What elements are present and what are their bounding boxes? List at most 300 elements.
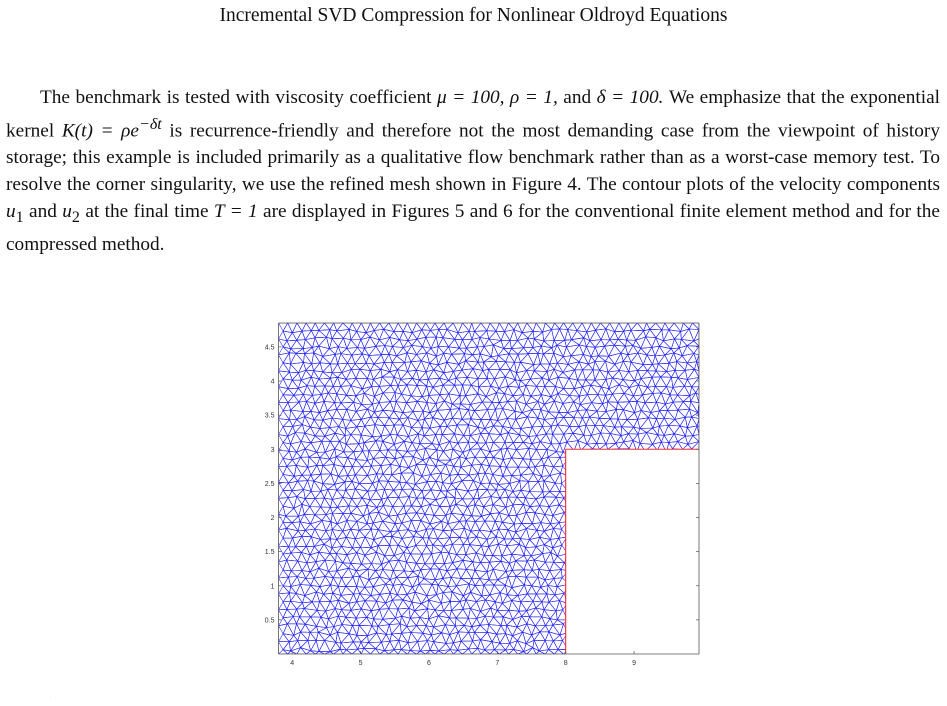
mesh-triangle <box>361 323 370 333</box>
mesh-triangle <box>561 570 569 578</box>
mesh-triangle <box>401 627 411 634</box>
mesh-triangle <box>471 522 480 532</box>
mesh-triangle <box>357 521 367 530</box>
mesh-triangle <box>283 395 294 403</box>
mesh-triangle <box>407 618 417 626</box>
mesh-triangle <box>342 617 353 625</box>
mesh-triangle <box>417 353 427 361</box>
mesh-triangle <box>543 545 551 554</box>
mesh-triangle <box>434 506 446 515</box>
mesh-triangle <box>668 419 680 426</box>
mesh-triangle <box>563 356 571 365</box>
mesh-triangle <box>323 364 332 373</box>
mesh-triangle <box>531 450 542 460</box>
mesh-triangle <box>595 356 606 362</box>
mesh-triangle <box>332 331 343 339</box>
mesh-triangle <box>320 594 331 601</box>
mesh-triangle <box>544 418 556 426</box>
mesh-triangle <box>317 602 326 611</box>
mesh-triangle <box>365 552 377 563</box>
mesh-triangle <box>494 643 505 650</box>
mesh-triangle <box>452 528 465 537</box>
mesh-triangle <box>513 497 523 505</box>
mesh-triangle <box>487 379 494 387</box>
mesh-triangle <box>540 497 550 507</box>
mesh-triangle <box>376 649 385 654</box>
mesh-triangle <box>469 627 475 633</box>
mesh-triangle <box>515 354 521 362</box>
mesh-triangle <box>344 444 354 452</box>
mesh-triangle <box>534 339 544 346</box>
mesh-triangle <box>391 464 400 475</box>
mesh-triangle <box>545 579 554 586</box>
mesh-triangle <box>692 377 699 387</box>
mesh-triangle <box>486 386 496 397</box>
mesh-triangle <box>502 516 514 525</box>
mesh-triangle <box>438 585 448 593</box>
mesh-triangle <box>619 442 629 449</box>
mesh-triangle <box>373 425 382 437</box>
mesh-triangle <box>356 460 367 467</box>
mesh-triangle <box>290 593 297 601</box>
mesh-triangle <box>643 393 653 402</box>
mesh-triangle <box>555 587 564 595</box>
mesh-triangle <box>497 626 506 635</box>
mesh-triangle <box>308 481 314 492</box>
mesh-triangle <box>452 537 463 544</box>
mesh-triangle <box>373 521 382 530</box>
mesh-triangle <box>646 337 656 348</box>
mesh-triangle <box>370 337 379 346</box>
mesh-triangle <box>667 370 676 377</box>
mesh-triangle <box>678 402 690 411</box>
mesh-triangle <box>381 346 389 355</box>
mesh-triangle <box>685 428 692 436</box>
mesh-triangle <box>560 492 568 499</box>
mesh-triangle <box>279 609 287 617</box>
mesh-triangle <box>489 466 500 475</box>
mesh-triangle <box>664 434 674 443</box>
mesh-triangle <box>351 521 359 530</box>
mesh-triangle <box>583 347 591 357</box>
mesh-triangle <box>288 388 298 395</box>
mesh-triangle <box>650 323 662 330</box>
mesh-triangle <box>488 402 496 409</box>
mesh-triangle <box>522 331 533 338</box>
mesh-triangle <box>296 546 307 552</box>
mesh-triangle <box>446 643 453 650</box>
mesh-triangle <box>522 410 532 417</box>
mesh-triangle <box>609 385 619 394</box>
mesh-triangle <box>319 568 329 576</box>
mesh-triangle <box>563 347 571 357</box>
mesh-triangle <box>400 473 407 482</box>
mesh-triangle <box>507 396 516 402</box>
mesh-triangle <box>400 340 409 348</box>
mesh-triangle <box>629 385 638 396</box>
mesh-triangle <box>345 429 351 436</box>
mesh-triangle <box>526 401 538 409</box>
mesh-triangle <box>517 641 526 652</box>
mesh-triangle <box>593 443 600 449</box>
mesh-triangle <box>305 498 315 506</box>
mesh-triangle <box>383 464 392 475</box>
mesh-triangle <box>560 624 568 635</box>
mesh-triangle <box>308 475 314 481</box>
mesh-triangle <box>289 538 296 547</box>
mesh-triangle <box>595 418 603 425</box>
mesh-triangle <box>618 393 630 402</box>
mesh-triangle <box>563 396 574 404</box>
mesh-triangle <box>333 571 341 578</box>
mesh-triangle <box>528 331 534 339</box>
mesh-triangle <box>554 556 565 563</box>
mesh-triangle <box>317 626 327 632</box>
mesh-triangle <box>368 409 375 417</box>
mesh-triangle <box>618 402 630 410</box>
mesh-triangle <box>451 578 461 586</box>
mesh-triangle <box>334 323 343 331</box>
mesh-triangle <box>369 441 380 451</box>
mesh-triangle <box>490 449 501 457</box>
mesh-triangle <box>652 338 660 348</box>
mesh-triangle <box>532 560 539 570</box>
mesh-triangle <box>283 601 290 609</box>
mesh-triangle <box>411 506 421 513</box>
mesh-triangle <box>378 521 391 532</box>
mesh-triangle <box>443 530 452 538</box>
mesh-triangle <box>416 563 425 570</box>
mesh-triangle <box>422 546 432 554</box>
mesh-triangle <box>338 616 345 625</box>
mesh-triangle <box>341 402 354 409</box>
mesh-triangle <box>311 427 320 436</box>
mesh-triangle <box>532 418 542 427</box>
mesh-triangle <box>371 466 381 474</box>
mesh-triangle <box>303 340 312 349</box>
mesh-triangle <box>461 578 472 584</box>
mesh-triangle <box>279 490 289 498</box>
mesh-triangle <box>437 450 444 460</box>
mesh-triangle <box>327 409 336 418</box>
mesh-triangle <box>470 537 482 546</box>
mesh-triangle <box>320 420 330 428</box>
mesh-triangle <box>302 530 312 537</box>
mesh-triangle <box>351 419 362 427</box>
mesh-triangle <box>498 483 510 489</box>
time-equation: T = 1 <box>213 201 258 223</box>
mesh-triangle <box>279 522 287 530</box>
mesh-triangle <box>490 585 500 595</box>
mesh-triangle <box>383 561 394 570</box>
mesh-triangle <box>307 562 316 572</box>
mesh-triangle <box>493 561 506 571</box>
mesh-triangle <box>403 600 412 608</box>
mesh-triangle <box>615 427 622 436</box>
mesh-triangle <box>560 452 570 457</box>
mesh-triangle <box>417 385 427 396</box>
mesh-triangle <box>513 611 522 619</box>
mesh-triangle <box>452 404 460 409</box>
mesh-triangle <box>673 395 683 402</box>
mesh-triangle <box>365 601 377 611</box>
mesh-triangle <box>427 348 437 356</box>
mesh-triangle <box>545 562 553 571</box>
mesh-triangle <box>461 632 473 641</box>
mesh-triangle <box>354 587 360 594</box>
mesh-triangle <box>573 323 582 331</box>
mesh-triangle <box>321 466 331 475</box>
mesh-triangle <box>578 405 587 411</box>
mesh-triangle <box>422 330 431 338</box>
mesh-triangle <box>564 426 573 434</box>
mesh-triangle <box>325 323 334 330</box>
mesh-triangle <box>454 457 461 468</box>
mesh-triangle <box>650 329 662 337</box>
mesh-triangle <box>407 401 418 411</box>
mesh-triangle <box>619 323 628 331</box>
mesh-triangle <box>648 377 656 387</box>
mesh-triangle <box>291 571 302 577</box>
mesh-triangle <box>384 532 392 537</box>
mesh-triangle <box>535 626 545 632</box>
mesh-triangle <box>606 356 615 364</box>
mesh-triangle <box>361 409 371 419</box>
kernel-equation: K(t) = ρe <box>61 120 139 142</box>
mesh-triangle <box>311 377 319 386</box>
mesh-triangle <box>447 425 457 434</box>
mesh-triangle <box>472 625 480 632</box>
mesh-triangle <box>462 369 473 378</box>
mesh-triangle <box>628 323 637 330</box>
mesh-triangle <box>674 426 685 436</box>
mesh-triangle <box>526 570 538 577</box>
mesh-triangle <box>500 643 510 650</box>
mesh-triangle <box>537 386 545 394</box>
mesh-triangle <box>482 402 492 410</box>
mesh-triangle <box>291 442 302 453</box>
mesh-triangle <box>461 465 472 475</box>
mesh-triangle <box>338 506 349 514</box>
mesh-triangle <box>298 561 307 570</box>
mesh-triangle <box>519 602 527 611</box>
mesh-triangle <box>333 593 341 600</box>
mesh-triangle <box>314 544 324 552</box>
mesh-triangle <box>479 379 491 388</box>
mesh-triangle <box>367 371 373 380</box>
mesh-triangle <box>310 507 321 515</box>
mesh-triangle <box>460 537 468 544</box>
mesh-triangle <box>279 560 287 570</box>
mesh-triangle <box>521 481 530 491</box>
mesh-triangle <box>481 539 488 546</box>
mesh-triangle <box>393 560 404 571</box>
mesh-triangle <box>623 372 634 381</box>
mesh-triangle <box>315 515 326 521</box>
mesh-triangle <box>638 365 648 371</box>
mesh-triangle <box>462 410 471 420</box>
mesh-triangle <box>687 362 696 370</box>
mesh-triangle <box>398 545 407 552</box>
mesh-triangle <box>471 411 481 420</box>
mesh-triangle <box>437 585 444 595</box>
mesh-triangle <box>440 420 447 426</box>
mesh-triangle <box>472 457 482 465</box>
mesh-triangle <box>478 484 488 490</box>
mesh-triangle <box>353 576 359 587</box>
mesh-triangle <box>475 579 484 586</box>
mesh-triangle <box>627 419 638 427</box>
mesh-triangle <box>494 580 505 585</box>
mesh-triangle <box>463 385 472 396</box>
mesh-triangle <box>517 338 528 348</box>
mesh-triangle <box>629 381 638 388</box>
mesh-triangle <box>306 572 314 579</box>
mesh-triangle <box>452 354 465 365</box>
mesh-triangle <box>448 578 456 587</box>
mesh-triangle <box>481 473 490 484</box>
mesh-triangle <box>379 337 389 345</box>
mesh-triangle <box>491 345 498 357</box>
mesh-triangle <box>536 651 545 654</box>
mesh-triangle <box>574 411 583 419</box>
mesh-triangle <box>343 555 351 564</box>
mesh-triangle <box>390 393 396 402</box>
mesh-triangle <box>433 545 444 552</box>
mesh-triangle <box>287 333 297 341</box>
mesh-triangle <box>471 385 479 394</box>
mesh-triangle <box>390 362 398 371</box>
mesh-triangle <box>341 386 351 396</box>
mesh-triangle <box>279 474 289 483</box>
mesh-triangle <box>546 619 554 626</box>
mesh-triangle <box>512 467 521 476</box>
mesh-triangle <box>400 466 409 473</box>
u1-symbol: u <box>6 201 16 223</box>
mesh-triangle <box>489 369 501 379</box>
mesh-triangle <box>481 608 491 616</box>
mesh-triangle <box>330 649 340 654</box>
mesh-triangle <box>332 364 342 373</box>
mesh-triangle <box>319 372 330 379</box>
mesh-triangle <box>399 560 407 571</box>
mesh-triangle <box>471 394 483 405</box>
mesh-triangle <box>511 419 520 428</box>
mesh-triangle <box>521 490 530 498</box>
mesh-triangle <box>540 354 549 364</box>
mesh-triangle <box>378 545 390 556</box>
mesh-triangle <box>482 585 490 596</box>
mesh-triangle <box>545 380 556 386</box>
mesh-triangle <box>678 442 688 450</box>
mesh-triangle <box>368 642 381 649</box>
mesh-triangle <box>506 362 515 370</box>
mesh-triangle <box>508 497 517 505</box>
mesh-triangle <box>314 413 323 421</box>
mesh-triangle <box>288 395 299 402</box>
mesh-triangle <box>363 505 369 516</box>
mesh-triangle <box>279 538 289 547</box>
mesh-triangle <box>417 337 426 346</box>
mesh-triangle <box>622 420 634 428</box>
mesh-triangle <box>389 323 398 332</box>
mesh-triangle <box>300 578 310 585</box>
mesh-triangle <box>283 528 293 538</box>
mesh-triangle <box>283 483 292 491</box>
u2-symbol: u <box>62 201 72 223</box>
mesh-triangle <box>540 506 550 515</box>
mesh-triangle <box>631 353 643 365</box>
mesh-triangle <box>319 640 330 651</box>
mesh-triangle <box>362 466 371 476</box>
mesh-triangle <box>450 601 460 610</box>
mesh-triangle <box>279 602 287 610</box>
mesh-triangle <box>358 642 364 649</box>
mesh-triangle <box>444 418 452 426</box>
mesh-triangle <box>520 475 529 481</box>
mesh-triangle <box>489 426 501 435</box>
mesh-triangle <box>403 331 412 340</box>
mesh-triangle <box>411 521 421 533</box>
mesh-triangle <box>532 513 541 524</box>
mesh-triangle <box>460 528 468 538</box>
mesh-triangle <box>591 347 598 356</box>
mesh-triangle <box>550 353 558 364</box>
mesh-triangle <box>526 635 534 644</box>
mesh-triangle <box>540 626 549 632</box>
mesh-triangle <box>615 419 622 427</box>
mesh-triangle <box>346 610 356 618</box>
x-tick-label: 8 <box>563 660 568 667</box>
mesh-triangle <box>394 370 401 380</box>
mesh-triangle <box>482 397 492 403</box>
mesh-triangle <box>675 332 682 340</box>
mesh-triangle <box>499 522 508 530</box>
mesh-triangle <box>425 554 434 564</box>
mesh-triangle <box>478 371 487 379</box>
mesh-triangle <box>524 648 533 654</box>
mesh-triangle <box>560 323 568 330</box>
mesh-triangle <box>436 465 446 474</box>
mesh-triangle <box>347 409 357 420</box>
mesh-triangle <box>451 569 461 579</box>
mesh-triangle <box>429 529 438 539</box>
mesh-triangle <box>549 641 559 650</box>
mesh-triangle <box>458 467 469 475</box>
mesh-triangle <box>314 576 325 586</box>
mesh-triangle <box>455 489 463 499</box>
mesh-triangle <box>678 395 690 402</box>
mesh-triangle <box>443 338 455 347</box>
mesh-triangle <box>544 492 556 498</box>
mesh-triangle <box>552 425 563 434</box>
mesh-triangle <box>289 571 298 577</box>
mesh-triangle <box>444 563 452 571</box>
mesh-triangle <box>443 524 452 531</box>
mesh-triangle <box>332 409 343 419</box>
mesh-triangle <box>462 481 473 492</box>
mesh-triangle <box>315 529 326 539</box>
mesh-triangle <box>463 600 470 609</box>
mesh-triangle <box>444 323 453 329</box>
mesh-triangle <box>500 593 507 604</box>
mesh-triangle <box>438 338 448 347</box>
mesh-triangle <box>640 428 653 432</box>
mesh-triangle <box>310 498 321 507</box>
mesh-triangle <box>513 632 523 641</box>
mesh-triangle <box>444 553 452 564</box>
mesh-triangle <box>417 491 424 498</box>
